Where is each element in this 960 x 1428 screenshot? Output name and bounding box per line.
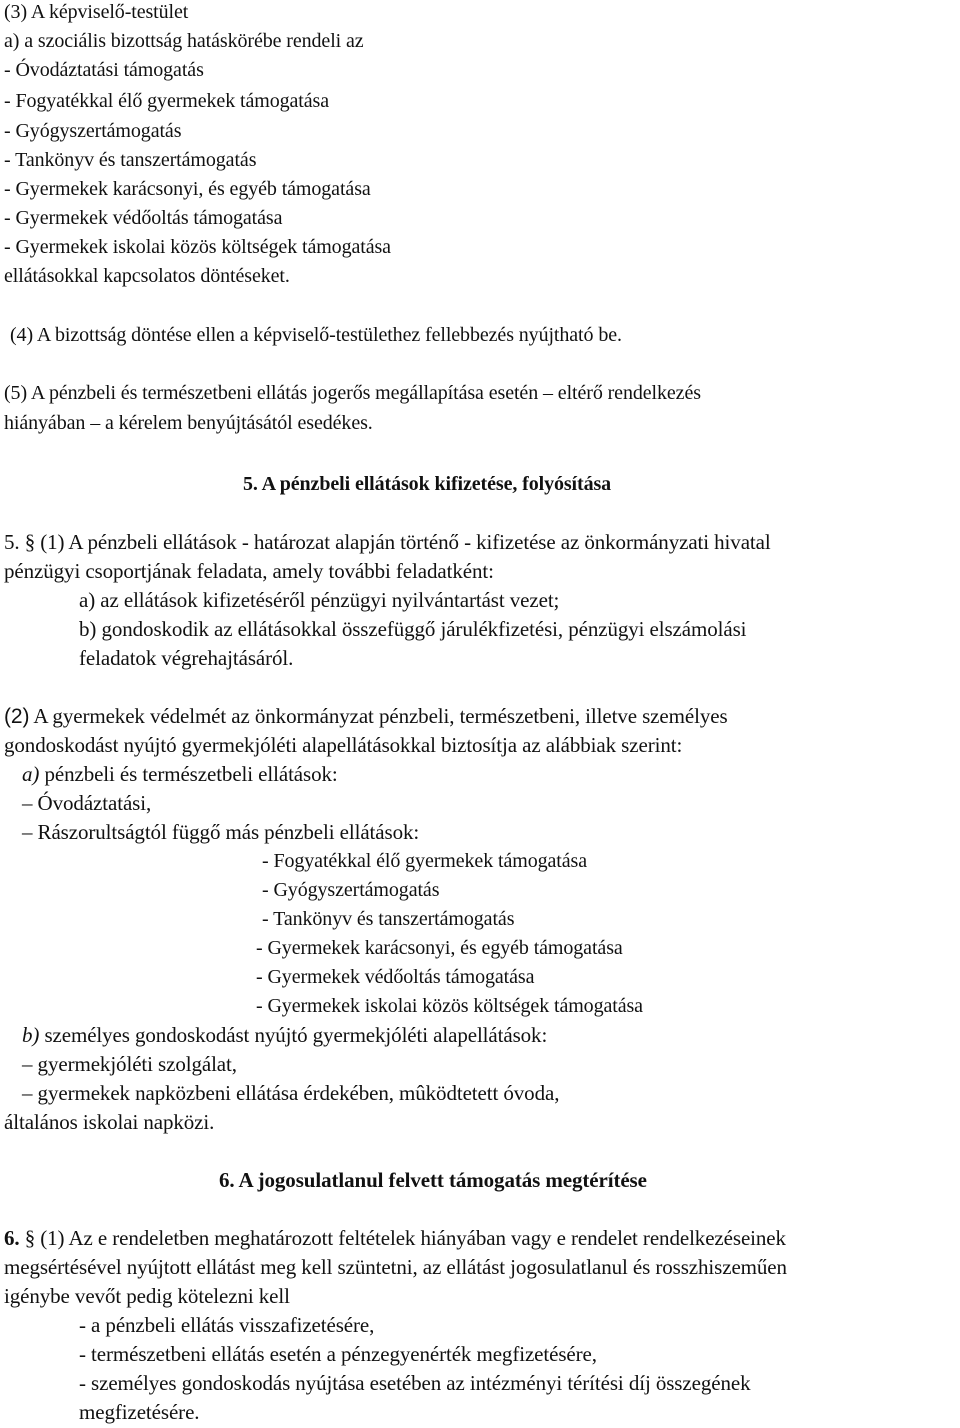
paragraph-5-line-2: hiányában – a kérelem benyújtásától esedékes. xyxy=(4,412,373,434)
paragraph-text: § (1) Az e rendeletben meghatározott feltételek hiányában vagy e rendelet rendelkezéseinek xyxy=(19,1226,786,1250)
section-6-p1-line-2: megsértésével nyújtott ellátást meg kell szüntetni, az ellátást jogosulatlanul és rosszhiszeműen xyxy=(4,1255,787,1279)
list-item: - Gyermekek iskolai közös költségek támogatása xyxy=(4,236,391,258)
list-item: - természetbeni ellátás esetén a pénzegyenérték megfizetésére, xyxy=(79,1342,597,1366)
paragraph-3-title: (3) A képviselő-testület xyxy=(4,1,189,23)
list-sub-item: - Gyermekek karácsonyi, és egyéb támogatása xyxy=(256,937,623,959)
section-5-p2-line-1 xyxy=(4,706,728,727)
list-item: – Rászorultságtól függő más pénzbeli ellátások: xyxy=(22,820,420,844)
section-5-p1-line-1: 5. § (1) A pénzbeli ellátások - határozat alapján történő - kifizetése az önkormányzati hivatal xyxy=(4,530,771,554)
list-item: – gyermekek napközbeni ellátása érdekében, mûködtetett óvoda, xyxy=(22,1081,560,1105)
paragraph-number: (2) xyxy=(4,705,30,728)
paragraph-4: (4) A bizottság döntése ellen a képviselő-testülethez fellebbezés nyújtható be. xyxy=(10,324,622,346)
paragraph-text: A gyermekek védelmét az önkormányzat pénzbeli, természetbeni, illetve személyes xyxy=(29,704,728,728)
paragraph-5-line-1: (5) A pénzbeli és természetbeni ellátás jogerős megállapítása esetén – eltérő rendelkezés xyxy=(4,382,701,404)
section-5-heading: 5. A pénzbeli ellátások kifizetése, folyósítása xyxy=(243,473,612,495)
list-item: – Óvodáztatási, xyxy=(22,791,152,815)
section-5-p1-line-2: pénzügyi csoportjának feladata, amely további feladatként: xyxy=(4,559,494,583)
list-a-label: a) xyxy=(22,762,40,786)
list-item: - Fogyatékkal élő gyermekek támogatása xyxy=(4,90,329,112)
list-item: - Gyermekek védőoltás támogatása xyxy=(4,207,283,229)
list-sub-item: - Gyógyszertámogatás xyxy=(262,879,440,901)
section-6-p1-line-3: igénybe vevőt pedig kötelezni kell xyxy=(4,1284,290,1308)
list-sub-item: - Gyermekek iskolai közös költségek támogatása xyxy=(256,995,643,1017)
section-6-p1-line-1 xyxy=(4,1228,786,1249)
list-item: - Gyógyszertámogatás xyxy=(4,120,182,142)
list-item: - Gyermekek karácsonyi, és egyéb támogatása xyxy=(4,178,371,200)
paragraph-3-end: ellátásokkal kapcsolatos döntéseket. xyxy=(4,265,290,287)
list-a-heading xyxy=(22,764,338,785)
list-b-label: b) xyxy=(22,1023,40,1047)
list-sub-item: - Tankönyv és tanszertámogatás xyxy=(262,908,515,930)
list-item: - Óvodáztatási támogatás xyxy=(4,59,204,81)
list-sub-item: - Gyermekek védőoltás támogatása xyxy=(256,966,535,988)
list-a-text: pénzbeli és természetbeli ellátások: xyxy=(39,762,338,786)
section-5-item-b-line-2: feladatok végrehajtásáról. xyxy=(79,646,294,670)
list-item: - a pénzbeli ellátás visszafizetésére, xyxy=(79,1313,375,1337)
section-5-p2-line-2: gondoskodást nyújtó gyermekjóléti alapellátásokkal biztosítja az alábbiak szerint: xyxy=(4,733,683,757)
list-b-heading xyxy=(22,1025,547,1046)
list-sub-item: - Fogyatékkal élő gyermekek támogatása xyxy=(262,850,587,872)
list-item: - személyes gondoskodás nyújtása esetében az intézményi térítési díj összegének xyxy=(79,1371,751,1395)
section-5-item-a: a) az ellátások kifizetéséről pénzügyi nyilvántartást vezet; xyxy=(79,588,560,612)
section-6-heading: 6. A jogosulatlanul felvett támogatás megtérítése xyxy=(219,1168,647,1192)
list-item: - Tankönyv és tanszertámogatás xyxy=(4,149,257,171)
list-b-text: személyes gondoskodást nyújtó gyermekjóléti alapellátások: xyxy=(39,1023,548,1047)
list-item: – gyermekjóléti szolgálat, xyxy=(22,1052,237,1076)
paragraph-3-a: a) a szociális bizottság hatáskörébe rendeli az xyxy=(4,30,364,52)
list-item-continuation: megfizetésére. xyxy=(79,1400,200,1424)
section-number: 6. xyxy=(4,1226,20,1250)
section-5-item-b-line-1: b) gondoskodik az ellátásokkal összefüggő járulékfizetési, pénzügyi elszámolási xyxy=(79,617,747,641)
list-b-end: általános iskolai napközi. xyxy=(4,1110,215,1134)
